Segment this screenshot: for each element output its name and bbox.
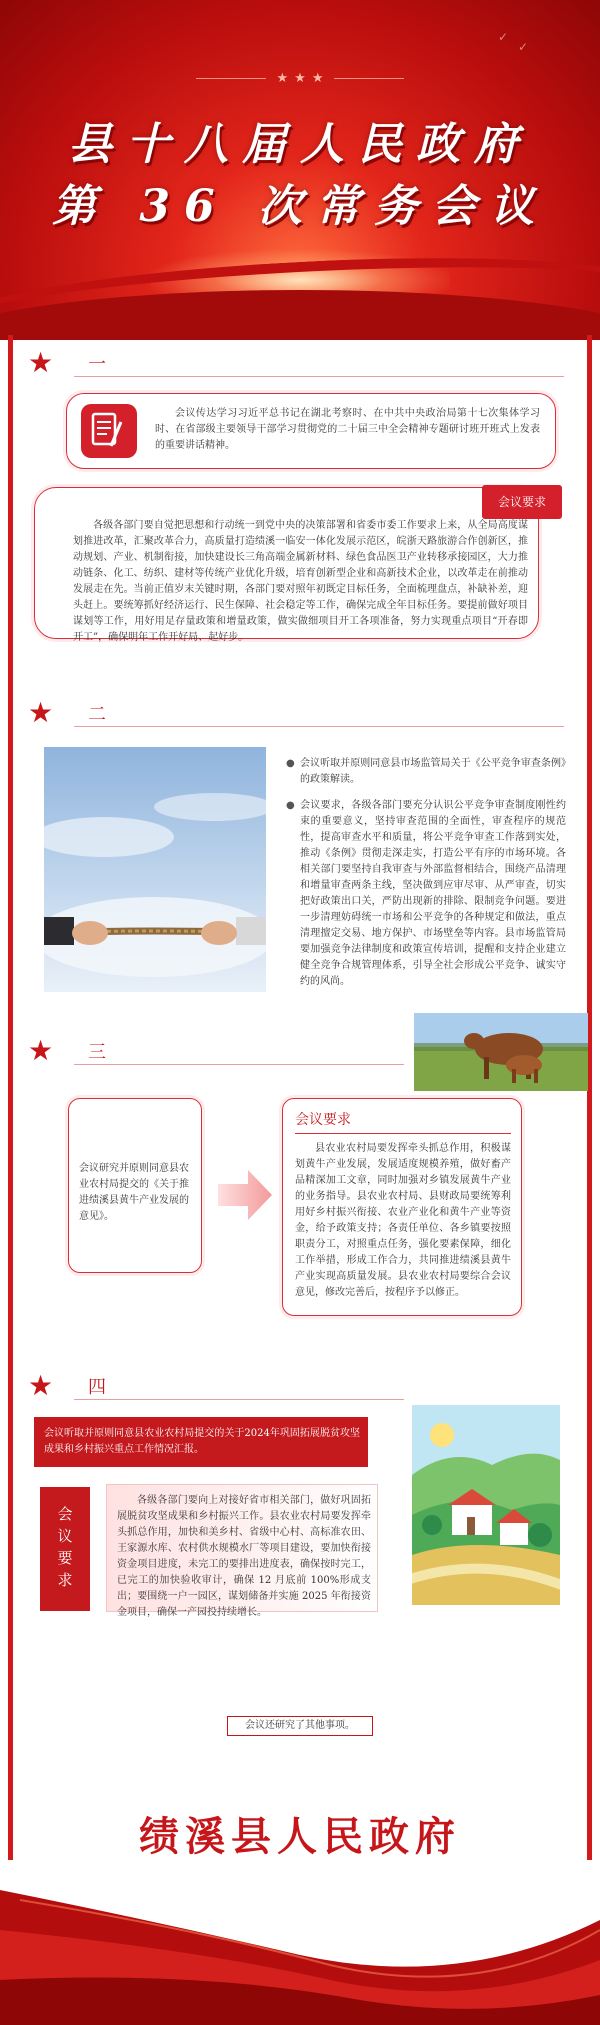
frame-left-border (8, 335, 13, 1860)
section-3-heading (28, 1034, 588, 1070)
section-number: 四 (88, 1377, 106, 1398)
section-2-item-1: 会议听取并原则同意县市场监管局关于《公平竞争审查条例》的政策解读。 (300, 758, 566, 785)
list-item: ● 会议要求，各级各部门要充分认识公平竞争审查制度刚性约束的重要意义，坚持审查范围的全面性，审查程序的规范性，提高审查水平和质量，将公平竞争审查工作落到实处，推动《条例》贯彻走深走实，打造公平有序的市场环境。各相关部门要坚持自我审查与外部监督相结合，围绕产品清理和增量审查两条主线，坚决做到应审尽审、从严审查，切实把好政策出口关，严防出现新的排除、限制竞争问题。要进一步清理妨碍统一市场和公平竞争的各种规定和做法，重点清理擅定交易、地方保护、市场壁垒等内容。县市场监管局要加强竞争法律制度和政策宣传培训，提醒和支持企业建立健全竞争合规管理体系，引导全社会形成公平竞争、诚实守约的风尚。 (286, 798, 566, 990)
section-3-requirement-heading: 会议要求 (295, 1112, 351, 1128)
section-number: 一 (88, 354, 106, 375)
section-3-proposal-box (68, 1098, 202, 1273)
star-icon: ★ (311, 71, 324, 86)
star-icon: ★ (294, 71, 306, 86)
village-illustration (412, 1405, 560, 1605)
star-icon: ★ (28, 1034, 54, 1067)
arrow-right-icon (218, 1170, 272, 1220)
section-2-heading (28, 696, 588, 732)
header-stars (0, 68, 600, 87)
section-4-requirement-label: 会 议 要 求 (40, 1487, 90, 1611)
footer-ribbon (0, 1860, 600, 2025)
section-1-requirement-box (34, 487, 539, 643)
page-title-line2: 第 36 次常务会议 (52, 181, 548, 232)
tug-of-war-photo (44, 747, 266, 992)
section-4-heading (28, 1369, 588, 1405)
section-3-proposal-text: 会议研究并原则同意县农业农村局提交的《关于推进绩溪县黄牛产业发展的意见》。 (79, 1163, 189, 1222)
section-4-requirement-text: 各级各部门要向上对接好省市相关部门，做好巩固拓展脱贫攻坚成果和乡村振兴工作。县农业农村局要发挥牵头抓总作用，加快和美乡村、省级中心村、高标准农田、王家源水库、农村供水规模水厂等项目建设，要加快衔接资金项目进度，未完工的要排出进度表，确保按时完工，已完工的加快验收审计，确保 12 月底前 100%形成支出；要围绕一户一园区，谋划储备并实施 2025 年衔接资金项目，确保一产园投持续增长。 (117, 1495, 371, 1618)
section-4-banner-text: 会议听取并原则同意县农业农村局提交的关于2024年巩固拓展脱贫攻坚成果和乡村振兴重点工作情况汇报。 (44, 1428, 360, 1455)
section-1-intro-text: 会议传达学习习近平总书记在湖北考察时、在中共中央政治局第十七次集体学习时、在省部级主要领导干部学习贯彻党的二十届三中全会精神专题研讨班开班式上发表的重要讲话精神。 (155, 408, 540, 451)
section-number: 二 (88, 704, 106, 725)
page-title-line1: 县十八届人民政府 (68, 119, 532, 170)
star-icon: ★ (276, 71, 289, 86)
list-item: ● 会议听取并原则同意县市场监管局关于《公平竞争审查条例》的政策解读。 (286, 756, 566, 788)
section-2-item-2: 会议要求，各级各部门要充分认识公平竞争审查制度刚性约束的重要意义，坚持审查范围的全面性，审查程序的规范性，提高审查水平和质量，将公平竞争审查工作落到实处，推动《条例》贯彻走深走实，打造公平有序的市场环境。各相关部门要坚持自我审查与外部监督相结合，围绕产品清理和增量审查两条主线，坚决做到应审尽审、从严审查，切实把好政策出口关，严防出现新的排除、限制竞争问题。要进一步清理妨碍统一市场和公平竞争的各种规定和做法，重点清理擅定交易、地方保护、市场壁垒等内容。县市场监管局要加强竞争法律制度和政策宣传培训，提醒和支持企业建立健全竞争合规管理体系，引导全社会形成公平竞争、诚实守约的风尚。 (300, 800, 566, 987)
requirement-ribbon: 会议要求 (482, 485, 562, 519)
frame-right-border (587, 335, 592, 1860)
closing-note: 会议还研究了其他事项。 (227, 1716, 373, 1736)
bird-icon: ✓ (498, 30, 509, 44)
bird-icon: ✓ (518, 40, 529, 54)
section-4-banner (34, 1417, 368, 1467)
issuer-name: 绩溪县人民政府 (139, 1813, 461, 1860)
section-1-requirement-text: 各级各部门要自觉把思想和行动统一到党中央的决策部署和省委市委工作要求上来，从全局高度谋划推进改革，汇聚改革合力，高质量打造绩溪一临安一体化发展示范区，皖浙天路旅游合作创新区，推动规划、产业、机制衔接，加快建设长三角高端金属新材料、绿色食品医卫产业转移承接园区，大力推动链条、化工、纺织、建材等传统产业优化升级，培育创新型企业和高新技术企业，以改革走在前推动发展走在先。当前正值岁末关键时期，各部门要对照年初既定目标任务，全面梳理盘点，补缺补差，迎头赶上。要统筹抓好经济运行、民生保障、社会稳定等工作，确保完成全年目标任务。要提前做好项目谋划等工作，用好用足存量政策和增量政策，做实做细项目开工各项准备，努力实现重点项目“开春即开工”，确保明年工作开好局、起好步。 (73, 520, 528, 643)
star-icon: ★ (28, 1369, 54, 1402)
header-banner (0, 0, 600, 340)
document-pen-icon (81, 404, 137, 458)
star-icon: ★ (28, 346, 54, 379)
section-4-requirement-box (106, 1484, 378, 1618)
section-number: 三 (88, 1042, 106, 1063)
star-icon: ★ (28, 696, 54, 729)
section-1-intro-box (66, 393, 556, 469)
section-3-requirement-box (282, 1098, 522, 1316)
section-2-text (286, 756, 566, 1000)
section-1-heading (28, 346, 588, 382)
section-3-requirement-text: 县农业农村局要发挥牵头抓总作用，积极谋划黄牛产业发展，发展适度规模养殖，做好畜产品精深加工文章，同时加强对乡镇发展黄牛产业的业务指导。县农业农村局、县财政局要统筹利用好乡村振兴衔接、农业产业化和黄牛产业等资金，给予政策支持；各责任单位、各乡镇要按照职责分工，对照重点任务，强化要素保障，细化工作举措，形成工作合力，共同推进绩溪县黄牛产业实现高质量发展。县农业农村局要综合会议意见，修改完善后，按程序予以修正。 (295, 1143, 511, 1298)
